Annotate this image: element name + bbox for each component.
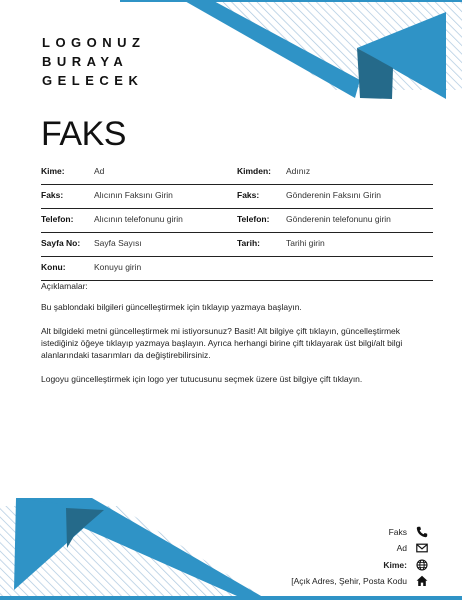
comments-paragraph[interactable]: Bu şablondaki bilgileri güncelleştirmek için tıklayıp yazmaya başlayın. [41, 302, 302, 312]
page-title[interactable]: FAKS [41, 115, 126, 153]
field-label: Faks: [237, 190, 260, 200]
fax-fields-table [41, 161, 433, 281]
field-label: Telefon: [41, 214, 74, 224]
envelope-icon [416, 542, 428, 554]
logo-placeholder[interactable] [42, 33, 146, 90]
footer-row [291, 574, 428, 589]
field-row-pages [41, 233, 433, 257]
footer-row [291, 541, 428, 556]
footer-row [291, 524, 428, 539]
field-row-subject [41, 257, 433, 281]
footer-contact [291, 524, 428, 590]
footer-to-text[interactable]: Kime: [383, 559, 407, 570]
logo-line: BURAYA [42, 54, 129, 69]
field-label: Konu: [41, 262, 66, 272]
subject-field[interactable]: Konuyu girin [94, 262, 142, 272]
field-label: Telefon: [237, 214, 270, 224]
phone-icon [416, 526, 428, 538]
footer-bottom-stripe [0, 596, 462, 600]
comments-paragraph[interactable]: Alt bilgideki metni güncelleştirmek mi istiyorsunuz? Basit! Alt bilgiye çift tıklayın, güncelleştirmek istediğiniz öğeye tıklayıp yazmaya başlayın. Ayrıca herhangi birine çift tıklayarak üst bilgi/alt bilgi alanlarındaki tasarımları da değiştirebilirsiniz. [41, 326, 403, 360]
recipient-phone-field[interactable]: Alıcının telefonunu girin [94, 214, 183, 224]
globe-icon [416, 559, 428, 571]
home-icon [416, 575, 428, 587]
field-label: Tarih: [237, 238, 260, 248]
comments-section [41, 280, 431, 397]
logo-line: GELECEK [42, 73, 144, 88]
header-top-stripe [120, 0, 462, 2]
page-count-field[interactable]: Sayfa Sayısı [94, 238, 142, 248]
comments-heading: Açıklamalar: [41, 281, 88, 291]
sender-phone-field[interactable]: Gönderenin telefonunu girin [286, 214, 391, 224]
field-label: Faks: [41, 190, 64, 200]
field-label: Sayfa No: [41, 238, 81, 248]
field-row-to [41, 161, 433, 185]
field-label: Kimden: [237, 166, 271, 176]
sender-name-field[interactable]: Adınız [286, 166, 311, 176]
date-field[interactable]: Tarihi girin [286, 238, 325, 248]
logo-line: LOGONUZ [42, 35, 146, 50]
field-row-fax [41, 185, 433, 209]
comments-paragraph[interactable]: Logoyu güncelleştirmek için logo yer tutucusunu seçmek üzere üst bilgiye çift tıklayın. [41, 374, 363, 384]
footer-row [291, 557, 428, 572]
sender-fax-field[interactable]: Gönderenin Faksını Girin [286, 190, 381, 200]
recipient-fax-field[interactable]: Alıcının Faksını Girin [94, 190, 173, 200]
recipient-name-field[interactable]: Ad [94, 166, 105, 176]
footer-name-text[interactable]: Ad [396, 543, 407, 553]
field-label: Kime: [41, 166, 65, 176]
field-row-phone [41, 209, 433, 233]
footer-address-text[interactable]: [Açık Adres, Şehir, Posta Kodu [291, 576, 407, 586]
footer-fax-text[interactable]: Faks [388, 526, 407, 537]
